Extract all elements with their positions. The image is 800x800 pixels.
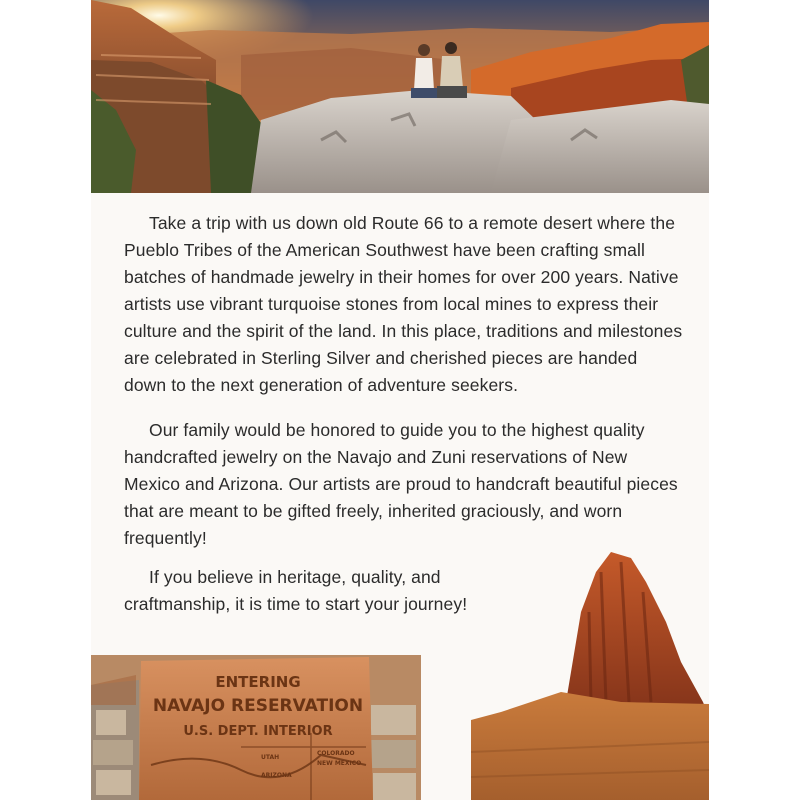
brochure-page xyxy=(91,0,709,800)
sign-line-entering: ENTERING xyxy=(215,673,301,691)
sign-map-label-arizona: ARIZONA xyxy=(261,772,292,779)
sign-map-label-new-mexico: NEW MEXICO xyxy=(317,760,362,767)
family-paragraph: Our family would be honored to guide you to the highest quality handcrafted jewelry on the Navajo and Zuni reservations of New Mexico and Arizona. Our artists are proud to handcraft beautiful pieces that are meant to be gifted freely, inherited graciously, and worn frequently! xyxy=(124,420,678,548)
sign-line-dept-interior: U.S. DEPT. INTERIOR xyxy=(183,724,333,739)
sign-map-label-colorado: COLORADO xyxy=(317,750,355,757)
shiprock-butte-photo xyxy=(471,552,709,800)
grand-canyon-sunset-photo xyxy=(91,0,709,193)
call-to-action-paragraph: If you believe in heritage, quality, and craftmanship, it is time to start your journey! xyxy=(124,567,468,614)
sign-line-navajo-reservation: NAVAJO RESERVATION xyxy=(152,696,364,716)
intro-paragraph: Take a trip with us down old Route 66 to a remote desert where the Pueblo Tribes of the American Southwest have been crafting small batches of handmade jewelry in their homes for over 200 years. Native artists use vibrant turquoise stones from local mines to express their culture and the spirit of the land. In this place, traditions and milestones are celebrated in Sterling Silver and cherished pieces are handed down to the next generation of adventure seekers. xyxy=(124,213,683,395)
sign-map-label-utah: UTAH xyxy=(261,754,280,761)
navajo-reservation-sign-photo xyxy=(91,655,421,800)
